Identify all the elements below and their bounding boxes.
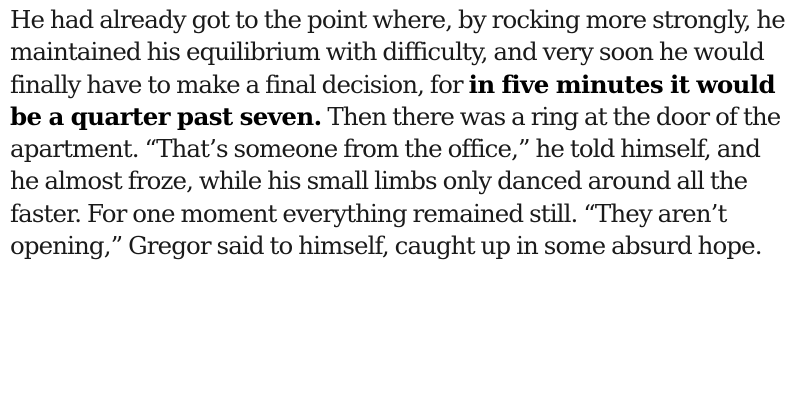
paragraph-text-before: He had already got to the point where, by rocking more strongly, he maintained his equilibrium with difficulty, and very soon he would finally have to make a final decision, for xyxy=(10,5,785,99)
story-paragraph xyxy=(10,4,790,262)
paragraph-emphasis: in five minutes it would be a quarter past seven. xyxy=(10,69,776,131)
paragraph-text-after: Then there was a ring at the door of the apartment. “That’s someone from the office,” he told himself, and he almost froze, while his small limbs only danced around all the faster. For one moment everything remained still. “They aren’t opening,” Gregor said to himself, caught up in some absurd hope. xyxy=(10,101,781,261)
